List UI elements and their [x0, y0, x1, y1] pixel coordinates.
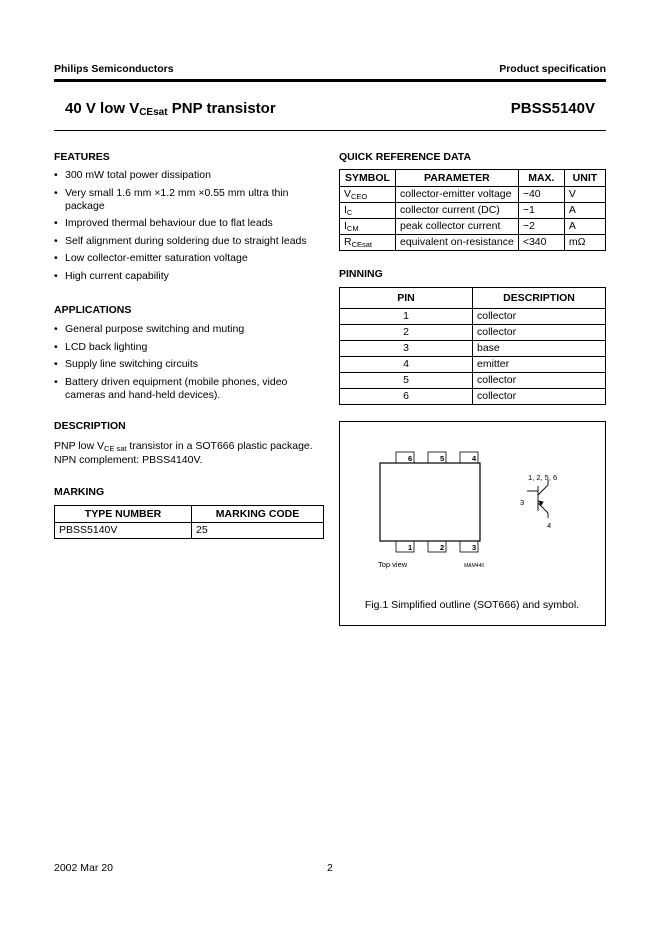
table-row: $R_{CEsat}$ equivalent on-resistance <340 mΩ	[340, 235, 606, 251]
column-header: SYMBOL	[340, 170, 396, 187]
table-row: $V_{CEO}$ collector-emitter voltage −40 V	[340, 187, 606, 203]
list-item: • Very small 1.6 mm ×1.2 mm ×0.55 mm ultra thin package	[54, 187, 324, 213]
pnp-transistor-symbol-icon	[527, 480, 548, 518]
title-rule	[54, 130, 606, 131]
features-heading: FEATURES	[54, 151, 110, 163]
column-header: PIN	[340, 288, 473, 309]
table-row: 5 collector	[340, 373, 606, 389]
marking-table	[54, 505, 324, 539]
list-item: • Improved thermal behaviour due to flat leads	[54, 217, 324, 230]
description-heading: DESCRIPTION	[54, 420, 126, 432]
header-rule	[54, 79, 606, 82]
document-type: Product specification	[499, 63, 606, 75]
marking-heading: MARKING	[54, 486, 105, 498]
part-number: PBSS5140V	[510, 100, 595, 117]
list-item: • 300 mW total power dissipation	[54, 169, 324, 182]
list-item: • Low collector-emitter saturation voltage	[54, 252, 324, 265]
page-title: 40 V low $V_{CEsat}$ PNP transistor	[65, 100, 276, 118]
features-list	[54, 169, 324, 287]
table-row: $I_{CM}$ peak collector current −2 A	[340, 219, 606, 235]
column-header: MARKING CODE	[192, 506, 324, 523]
column-header: PARAMETER	[396, 170, 519, 187]
list-item: • Self alignment during soldering due to straight leads	[54, 235, 324, 248]
table-row: $I_C$ collector current (DC) −1 A	[340, 203, 606, 219]
applications-list	[54, 323, 324, 406]
pin-label: 1	[408, 543, 413, 552]
footer-date: 2002 Mar 20	[54, 862, 113, 874]
table-row: 6 collector	[340, 389, 606, 405]
top-view-label: Top view	[378, 560, 408, 569]
package-outline-diagram	[340, 422, 605, 625]
table-row: 3 base	[340, 341, 606, 357]
column-header: UNIT	[564, 170, 605, 187]
figure-code: MAM446	[464, 563, 485, 569]
column-header: MAX.	[518, 170, 564, 187]
description-text: PNP low $V_{CE sat}$ transistor in a SOT666 plastic package. NPN complement: PBSS4140V.	[54, 440, 313, 466]
pin-label: 2	[440, 543, 445, 552]
column-header: TYPE NUMBER	[55, 506, 192, 523]
column-header: DESCRIPTION	[473, 288, 606, 309]
applications-heading: APPLICATIONS	[54, 304, 132, 316]
collector-label: 1, 2, 5, 6	[528, 473, 558, 482]
pin-label: 5	[440, 454, 445, 463]
quick-reference-heading: QUICK REFERENCE DATA	[339, 151, 472, 163]
base-label: 3	[520, 498, 525, 507]
page-number: 2	[327, 862, 333, 874]
list-item: • Battery driven equipment (mobile phones, video cameras and hand-held devices).	[54, 376, 324, 402]
figure-box	[339, 421, 606, 626]
list-item: • General purpose switching and muting	[54, 323, 324, 336]
pin-label: 6	[408, 454, 413, 463]
table-row: 1 collector	[340, 309, 606, 325]
list-item: • LCD back lighting	[54, 341, 324, 354]
figure-caption: Fig.1 Simplified outline (SOT666) and symbol.	[364, 599, 580, 611]
pin-label: 3	[472, 543, 477, 552]
quick-reference-table	[339, 169, 606, 251]
table-row: PBSS5140V 25	[55, 523, 324, 539]
emitter-label: 4	[547, 521, 552, 530]
package-body	[380, 463, 480, 541]
pinning-heading: PINNING	[339, 268, 383, 280]
company-name: Philips Semiconductors	[54, 63, 174, 75]
pinning-table	[339, 287, 606, 405]
table-row: 2 collector	[340, 325, 606, 341]
table-row: 4 emitter	[340, 357, 606, 373]
list-item: • High current capability	[54, 270, 324, 283]
pin-label: 4	[472, 454, 477, 463]
list-item: • Supply line switching circuits	[54, 358, 324, 371]
